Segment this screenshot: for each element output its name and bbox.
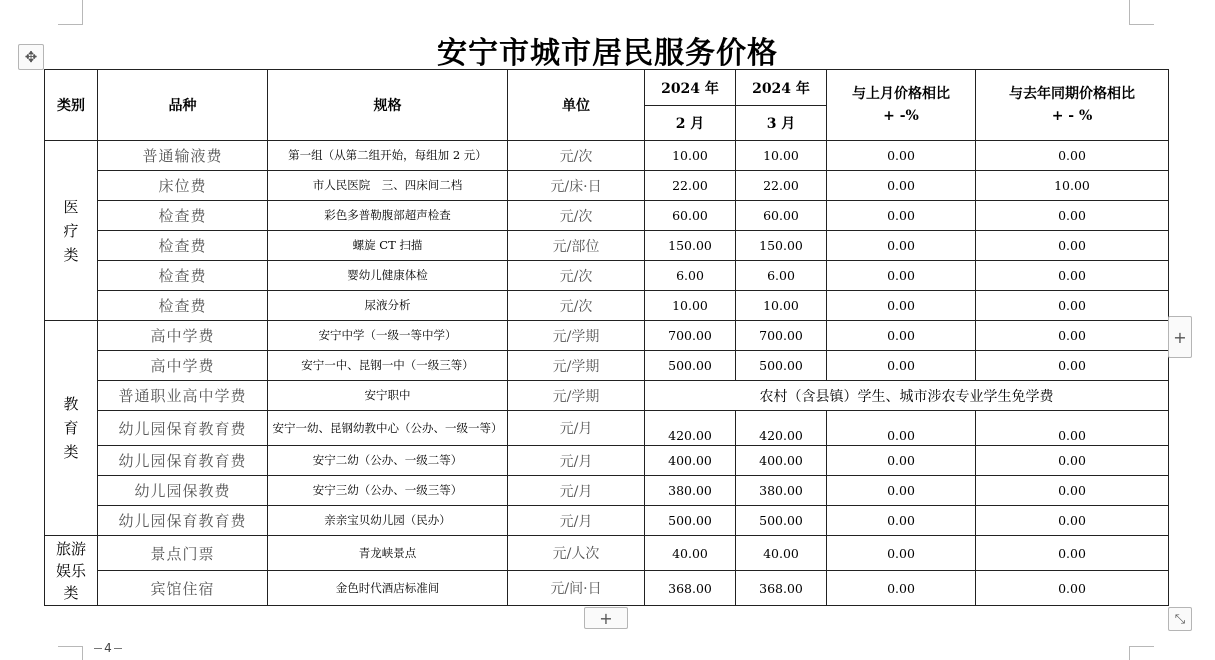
unit-cell: 元/月: [508, 446, 645, 476]
unit-cell: 元/次: [508, 141, 645, 171]
mar-price-cell: 6.00: [736, 261, 827, 291]
unit-cell: 元/学期: [508, 321, 645, 351]
mar-price-cell: 400.00: [736, 446, 827, 476]
unit-cell: 元/间·日: [508, 571, 645, 606]
feb-price-cell: 700.00: [645, 321, 736, 351]
variety-cell: 普通职业高中学费: [98, 381, 268, 411]
feb-price-cell: 10.00: [645, 141, 736, 171]
mar-price-cell: 380.00: [736, 476, 827, 506]
header-year-feb: 2024 年: [645, 70, 736, 106]
yoy-change-cell: 0.00: [976, 446, 1169, 476]
yoy-change-cell: 0.00: [976, 571, 1169, 606]
mar-price-cell: 10.00: [736, 141, 827, 171]
spec-cell: 尿液分析: [268, 291, 508, 321]
table-move-icon[interactable]: ✥: [18, 44, 44, 70]
header-variety: 品种: [98, 70, 268, 141]
spec-cell: 螺旋 CT 扫描: [268, 231, 508, 261]
mom-change-cell: 0.00: [827, 231, 976, 261]
category-education: 教 育 类: [45, 321, 98, 536]
variety-cell: 普通输液费: [98, 141, 268, 171]
page-number: 4: [84, 641, 132, 655]
table-row: [45, 231, 1169, 261]
spec-cell: 安宁一幼、昆钢幼教中心（公办、一级一等）: [268, 411, 508, 446]
add-column-button[interactable]: +: [1168, 316, 1192, 358]
mom-change-cell: 0.00: [827, 506, 976, 536]
variety-cell: 检查费: [98, 231, 268, 261]
unit-cell: 元/部位: [508, 231, 645, 261]
variety-cell: 高中学费: [98, 321, 268, 351]
feb-price-cell: 368.00: [645, 571, 736, 606]
header-yoy-compare: 与去年同期价格相比 + - %: [976, 70, 1169, 141]
header-year-mar: 2024 年: [736, 70, 827, 106]
variety-cell: 幼儿园保育教育费: [98, 506, 268, 536]
table-row: [45, 411, 1169, 446]
feb-price-cell: 6.00: [645, 261, 736, 291]
spec-cell: 安宁一中、昆钢一中（一级三等）: [268, 351, 508, 381]
mar-price-cell: 368.00: [736, 571, 827, 606]
feb-price-cell: 380.00: [645, 476, 736, 506]
spec-cell: 亲亲宝贝幼儿园（民办）: [268, 506, 508, 536]
mom-change-cell: 0.00: [827, 141, 976, 171]
header-month-feb: 2 月: [645, 106, 736, 141]
table-row: [45, 321, 1169, 351]
yoy-change-cell: 0.00: [976, 141, 1169, 171]
spec-cell: 市人民医院 三、四床间二档: [268, 171, 508, 201]
unit-cell: 元/学期: [508, 351, 645, 381]
spec-cell: 安宁中学（一级一等中学）: [268, 321, 508, 351]
mom-change-cell: 0.00: [827, 321, 976, 351]
page-title: 安宁市城市居民服务价格: [437, 36, 778, 71]
yoy-change-cell: 0.00: [976, 291, 1169, 321]
variety-cell: 检查费: [98, 291, 268, 321]
mar-price-cell: 420.00: [736, 411, 827, 446]
table-row: [45, 536, 1169, 571]
feb-price-cell: 22.00: [645, 171, 736, 201]
feb-price-cell: 150.00: [645, 231, 736, 261]
table-row: [45, 261, 1169, 291]
mar-price-cell: 22.00: [736, 171, 827, 201]
mom-change-cell: 0.00: [827, 411, 976, 446]
yoy-change-cell: 0.00: [976, 536, 1169, 571]
table-row: [45, 351, 1169, 381]
category-tourism: 旅游 娱乐 类: [45, 536, 98, 606]
unit-cell: 元/次: [508, 261, 645, 291]
mar-price-cell: 500.00: [736, 506, 827, 536]
table-row: [45, 381, 1169, 411]
header-unit: 单位: [508, 70, 645, 141]
spec-cell: 第一组（从第二组开始，每组加 2 元）: [268, 141, 508, 171]
variety-cell: 检查费: [98, 261, 268, 291]
table-row: [45, 201, 1169, 231]
header-row: [45, 70, 1169, 106]
spec-cell: 婴幼儿健康体检: [268, 261, 508, 291]
variety-cell: 景点门票: [98, 536, 268, 571]
table-row: [45, 476, 1169, 506]
variety-cell: 幼儿园保教费: [98, 476, 268, 506]
feb-price-cell: 40.00: [645, 536, 736, 571]
add-row-button[interactable]: +: [584, 607, 628, 629]
unit-cell: 元/月: [508, 411, 645, 446]
mom-change-cell: 0.00: [827, 261, 976, 291]
mom-change-cell: 0.00: [827, 571, 976, 606]
unit-cell: 元/月: [508, 476, 645, 506]
table-row: [45, 506, 1169, 536]
page-corner-mark: [58, 0, 83, 25]
feb-price-cell: 400.00: [645, 446, 736, 476]
spec-cell: 青龙峡景点: [268, 536, 508, 571]
header-month-mar: 3 月: [736, 106, 827, 141]
variety-cell: 高中学费: [98, 351, 268, 381]
feb-price-cell: 10.00: [645, 291, 736, 321]
mom-change-cell: 0.00: [827, 291, 976, 321]
yoy-change-cell: 0.00: [976, 261, 1169, 291]
yoy-change-cell: 0.00: [976, 231, 1169, 261]
price-table: [44, 69, 1169, 606]
yoy-change-cell: 0.00: [976, 201, 1169, 231]
table-row: [45, 171, 1169, 201]
spec-cell: 安宁二幼（公办、一级二等）: [268, 446, 508, 476]
free-tuition-note: 农村（含县镇）学生、城市涉农专业学生免学费: [645, 381, 1169, 411]
unit-cell: 元/次: [508, 201, 645, 231]
spec-cell: 安宁三幼（公办、一级三等）: [268, 476, 508, 506]
mom-change-cell: 0.00: [827, 446, 976, 476]
page-corner-mark: [1129, 0, 1154, 25]
yoy-change-cell: 0.00: [976, 411, 1169, 446]
spec-cell: 彩色多普勒腹部超声检查: [268, 201, 508, 231]
mar-price-cell: 700.00: [736, 321, 827, 351]
table-resize-icon[interactable]: ⤡: [1168, 607, 1192, 631]
variety-cell: 宾馆住宿: [98, 571, 268, 606]
feb-price-cell: 420.00: [645, 411, 736, 446]
variety-cell: 检查费: [98, 201, 268, 231]
header-category: 类别: [45, 70, 98, 141]
feb-price-cell: 500.00: [645, 351, 736, 381]
yoy-change-cell: 0.00: [976, 506, 1169, 536]
mar-price-cell: 500.00: [736, 351, 827, 381]
feb-price-cell: 60.00: [645, 201, 736, 231]
unit-cell: 元/月: [508, 506, 645, 536]
unit-cell: 元/床·日: [508, 171, 645, 201]
page-corner-mark: [1129, 646, 1154, 660]
variety-cell: 幼儿园保育教育费: [98, 411, 268, 446]
yoy-change-cell: 10.00: [976, 171, 1169, 201]
table-row: [45, 571, 1169, 606]
mar-price-cell: 60.00: [736, 201, 827, 231]
header-spec: 规格: [268, 70, 508, 141]
header-mom-compare: 与上月价格相比 + -%: [827, 70, 976, 141]
mar-price-cell: 150.00: [736, 231, 827, 261]
mom-change-cell: 0.00: [827, 536, 976, 571]
spec-cell: 金色时代酒店标准间: [268, 571, 508, 606]
yoy-change-cell: 0.00: [976, 351, 1169, 381]
variety-cell: 幼儿园保育教育费: [98, 446, 268, 476]
mom-change-cell: 0.00: [827, 351, 976, 381]
table-row: [45, 446, 1169, 476]
yoy-change-cell: 0.00: [976, 321, 1169, 351]
variety-cell: 床位费: [98, 171, 268, 201]
table-row: [45, 291, 1169, 321]
yoy-change-cell: 0.00: [976, 476, 1169, 506]
table-row: [45, 141, 1169, 171]
mom-change-cell: 0.00: [827, 201, 976, 231]
unit-cell: 元/学期: [508, 381, 645, 411]
mar-price-cell: 10.00: [736, 291, 827, 321]
mom-change-cell: 0.00: [827, 171, 976, 201]
mom-change-cell: 0.00: [827, 476, 976, 506]
mar-price-cell: 40.00: [736, 536, 827, 571]
feb-price-cell: 500.00: [645, 506, 736, 536]
category-medical: 医 疗 类: [45, 141, 98, 321]
unit-cell: 元/次: [508, 291, 645, 321]
page-corner-mark: [58, 646, 83, 660]
spec-cell: 安宁职中: [268, 381, 508, 411]
unit-cell: 元/人次: [508, 536, 645, 571]
